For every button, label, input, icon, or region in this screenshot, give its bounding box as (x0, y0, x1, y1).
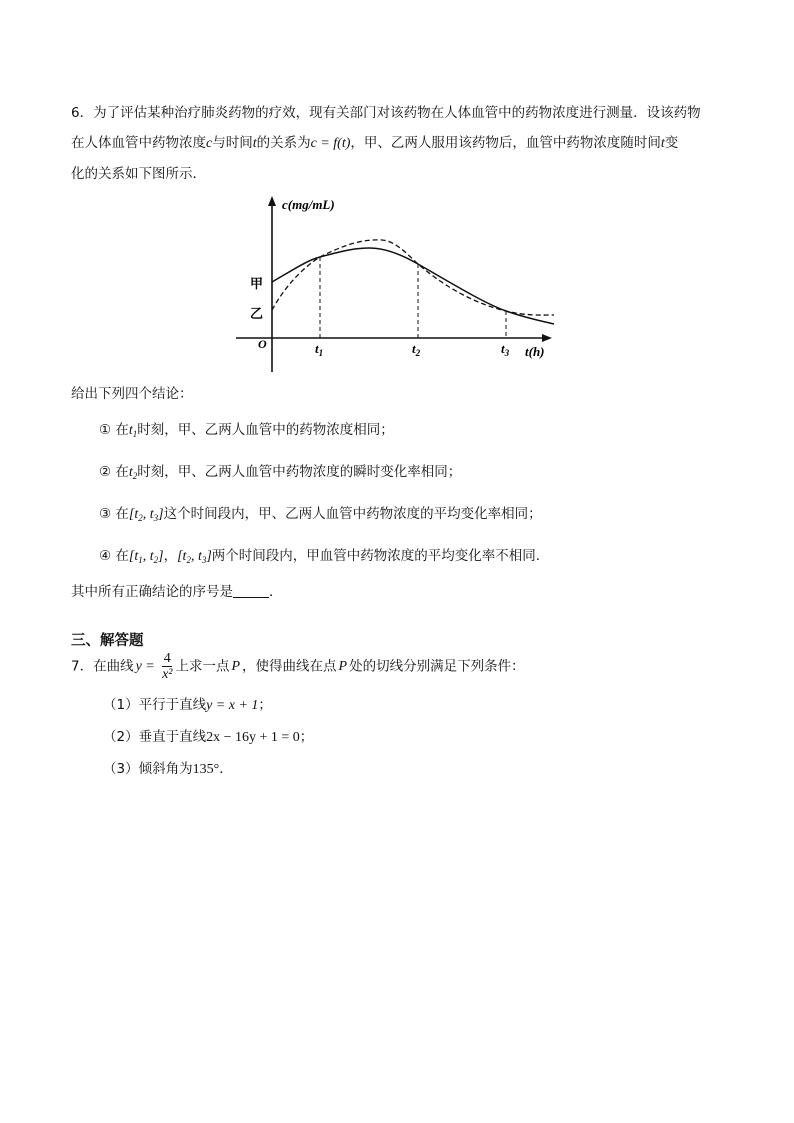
mark-2: ② (99, 464, 112, 480)
line-equation-1: y = x + 1 (206, 698, 259, 713)
text-span: P (338, 658, 348, 674)
q6-line-2 (71, 134, 678, 153)
text-span: 时刻，甲、乙两人血管中的药物浓度相同； (137, 422, 394, 438)
text-span: ． (219, 761, 233, 777)
concentration-graph (236, 190, 566, 375)
text-span: x² (162, 667, 173, 682)
fraction-4-over-x2 (162, 651, 172, 682)
text-span: ． (269, 584, 283, 600)
conclusion-2 (99, 463, 461, 485)
text-span: （1）平行于直线 (103, 697, 207, 713)
text-span: ，使得曲线在点 (242, 658, 337, 675)
text-span: 其中所有正确结论的序号是 (71, 584, 233, 600)
origin-label: O (258, 337, 267, 351)
text-span: 这个时间段内，甲、乙两人血管中药物浓度的平均变化率相同； (163, 506, 542, 522)
text-span: 两个时间段内，甲血管中药物浓度的平均变化率不相同. (211, 548, 541, 564)
x-axis-label: t(h) (525, 344, 545, 359)
var-t: t (252, 136, 257, 151)
interval-t2-t3: [$t_2$, $t_3$] (128, 507, 164, 523)
t1-symbol: $t_1$ (128, 423, 138, 439)
q6-number: 6． (71, 105, 94, 121)
text-span: 的关系为 (256, 135, 311, 151)
tick-t3: $t_3$ (501, 341, 510, 358)
text-span: 在 (115, 548, 129, 564)
text-span: 在 (115, 422, 129, 438)
q6-line-3: 化的关系如下图所示． (71, 166, 206, 182)
answer-blank[interactable] (233, 585, 269, 598)
text-span: 7．在曲线 (71, 658, 134, 675)
text-span: 变 (664, 135, 679, 151)
text-span: 上求一点 (175, 658, 230, 675)
eq-lhs: y = (135, 658, 155, 674)
q7-line-1 (71, 651, 525, 687)
label-yi: 乙 (250, 307, 264, 322)
y-axis-label: c(mg/mL) (282, 197, 335, 212)
label-jia: 甲 (250, 277, 264, 292)
text-span: P (231, 658, 241, 674)
t2-symbol: $t_2$ (128, 465, 138, 481)
text-span: 在 (115, 464, 129, 480)
text-span: 时刻，甲、乙两人血管中药物浓度的瞬时变化率相同； (137, 464, 462, 480)
tick-t2: $t_2$ (412, 341, 421, 358)
var-t: t (660, 136, 665, 151)
conclusion-4 (99, 547, 540, 569)
text-span: 与时间 (212, 135, 253, 151)
q7-part-1 (103, 696, 272, 715)
text-span: （2）垂直于直线 (103, 729, 207, 745)
mark-3: ③ (99, 506, 112, 522)
q6-text: 为了评估某种治疗肺炎药物的疗效，现有关部门对该药物在人体血管中的药物浓度进行测量．设该药物 (93, 105, 701, 121)
section-title: 三、解答题 (71, 633, 144, 649)
conclusion-3 (99, 505, 542, 527)
x-axis-arrow (542, 334, 552, 342)
q6-line-1 (71, 104, 701, 122)
text-span: 处的切线分别满足下列条件： (349, 658, 525, 675)
text-span: ； (258, 697, 272, 713)
text-span: ， (163, 548, 178, 564)
curve-jia (272, 248, 554, 324)
q6-question (71, 583, 283, 601)
function-expression: c = f(t) (310, 136, 351, 151)
text-span: ； (299, 729, 314, 745)
line-equation-2: 2x − 16y + 1 = 0 (206, 730, 300, 745)
conclusion-1 (99, 421, 394, 443)
text-span: （3）倾斜角为 (103, 761, 193, 777)
interval-t1-t2: [$t_1$, $t_2$] (128, 549, 164, 565)
text-span: 4 (163, 651, 171, 666)
mark-4: ④ (99, 548, 112, 564)
tick-t1: $t_1$ (315, 341, 324, 358)
conclusions-intro: 给出下列四个结论： (71, 386, 193, 402)
text-span: 在人体血管中药物浓度 (71, 135, 206, 151)
mark-1: ① (99, 422, 112, 438)
y-axis-arrow (268, 196, 276, 206)
q7-part-2 (103, 728, 313, 747)
var-c: c (206, 136, 213, 151)
text-span: 在 (115, 506, 129, 522)
text-span: ，甲、乙两人服用该药物后，血管中药物浓度随时间 (350, 135, 661, 151)
curve-yi (272, 240, 554, 315)
interval-t2-t3: [$t_2$, $t_3$] (177, 549, 212, 565)
angle-value: 135° (192, 762, 220, 777)
q7-part-3 (103, 760, 233, 779)
